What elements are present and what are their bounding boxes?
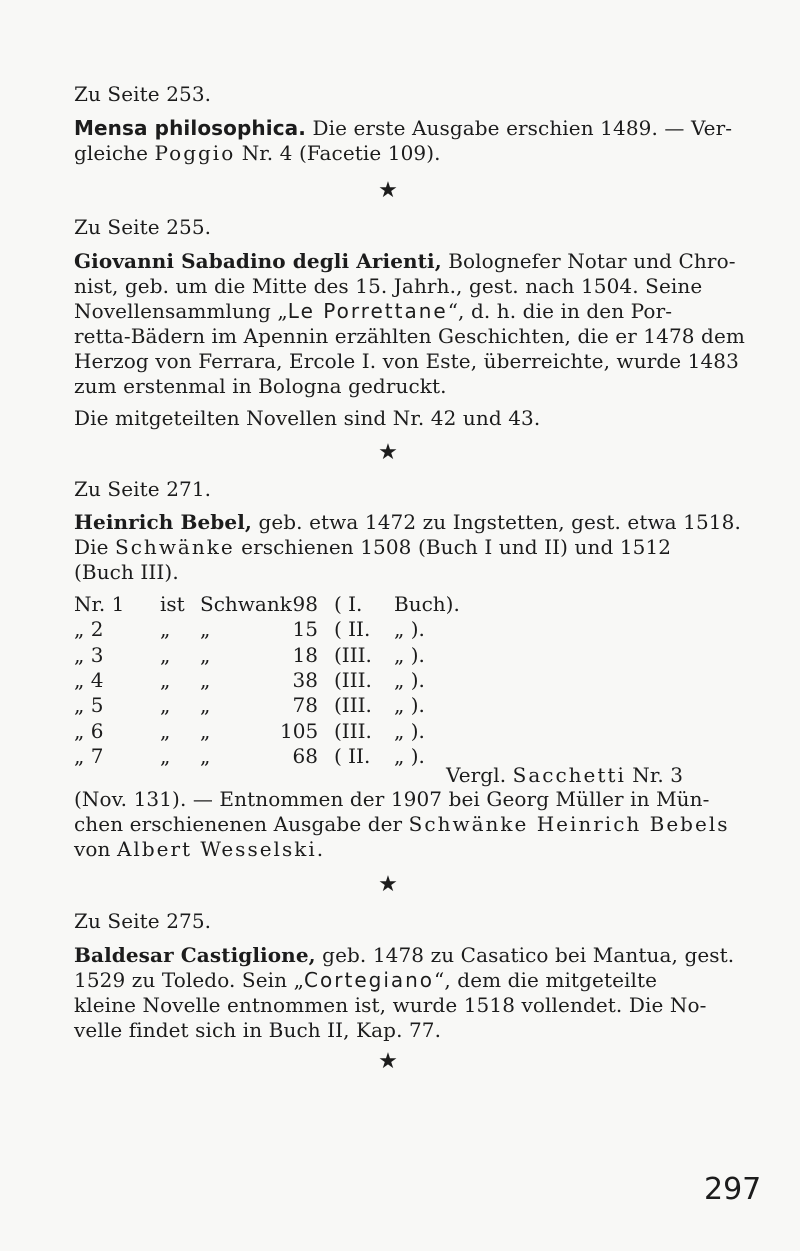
entry-line: retta-Bädern im Apennin erzählten Geschichten, die er 1478 dem	[74, 324, 745, 348]
entry-line: velle findet sich in Buch II, Kap. 77.	[74, 1018, 442, 1042]
section-heading: Zu Seite 255.	[74, 215, 212, 239]
row-schwank: „	[200, 617, 211, 642]
entry-line: Giovanni Sabadino degli Arienti, Bolognefer Notar und Chro-	[74, 249, 736, 273]
author-name: Sacchetti	[512, 763, 626, 787]
row-book: (III.	[334, 667, 372, 692]
row-schwank-number: 68	[292, 743, 318, 768]
row-ist: „	[160, 642, 171, 667]
row-schwank-number: 38	[292, 667, 318, 692]
entry-line: Novellensammlung „Le Porrettane“, d. h. die in den Por-	[74, 299, 673, 323]
row-book: ( II.	[334, 743, 371, 768]
section-heading: Zu Seite 253.	[74, 82, 212, 106]
row-number: Nr. 1	[74, 592, 125, 616]
entry-line: kleine Novelle entnommen ist, wurde 1518 vollendet. Die No-	[74, 993, 707, 1017]
entry-line: Heinrich Bebel, geb. etwa 1472 zu Ingstetten, gest. etwa 1518.	[74, 510, 741, 534]
row-number: „ 5	[74, 693, 104, 718]
row-buch: „ ).	[394, 718, 425, 743]
entry-title: Mensa philosophica.	[74, 116, 306, 140]
row-ist: „	[160, 693, 171, 718]
work-title: Schwänke Heinrich Bebels	[408, 812, 730, 836]
work-title: Cortegiano	[304, 968, 435, 992]
row-number: „ 6	[74, 718, 104, 743]
entry-name: Giovanni Sabadino degli Arienti,	[74, 249, 442, 273]
row-schwank-number: 18	[292, 642, 318, 667]
row-number: „ 2	[74, 617, 104, 642]
entry-line: zum erstenmal in Bologna gedruckt.	[74, 374, 447, 398]
star-separator: ★	[378, 178, 398, 203]
row-buch: „ ).	[394, 642, 425, 667]
entry-name: Heinrich Bebel,	[74, 510, 252, 534]
entry-line: Herzog von Ferrara, Ercole I. von Este, überreichte, wurde 1483	[74, 349, 739, 373]
row-number: „ 3	[74, 642, 104, 667]
row-book: (III.	[334, 642, 372, 667]
entry-line: 1529 zu Toledo. Sein „Cortegiano“, dem die mitgeteilte	[74, 968, 658, 992]
entry-line: Vergl. Sacchetti Nr. 3	[446, 763, 684, 787]
entry-line: chen erschienenen Ausgabe der Schwänke Heinrich Bebels	[74, 812, 730, 836]
row-book: (III.	[334, 693, 372, 718]
star-separator: ★	[378, 440, 398, 465]
entry-line: Baldesar Castiglione, geb. 1478 zu Casatico bei Mantua, gest.	[74, 943, 735, 967]
work-title: Schwänke	[115, 535, 235, 559]
row-ist: „	[160, 718, 171, 743]
row-ist: „	[160, 617, 171, 642]
work-title: Le Porrettane	[287, 299, 448, 323]
row-schwank-number: 15	[292, 617, 318, 642]
row-number: „ 4	[74, 667, 104, 692]
entry-line: (Nov. 131). — Entnommen der 1907 bei Georg Müller in Mün-	[74, 787, 710, 811]
entry-name: Baldesar Castiglione,	[74, 943, 316, 967]
row-ist: „	[160, 667, 171, 692]
page-number: 297	[704, 1172, 762, 1207]
section-heading: Zu Seite 271.	[74, 477, 212, 501]
star-separator: ★	[378, 1049, 398, 1074]
row-buch: „ ).	[394, 617, 425, 642]
author-name: Albert Wesselski	[116, 837, 317, 861]
row-book: ( I.	[334, 592, 363, 616]
row-schwank: „	[200, 667, 211, 692]
row-schwank: Schwank	[200, 592, 292, 616]
row-buch: „ ).	[394, 693, 425, 718]
row-schwank-number: 78	[292, 693, 318, 718]
entry-line: von Albert Wesselski.	[74, 837, 324, 861]
row-schwank-number: 105	[280, 718, 319, 743]
row-ist: „	[160, 743, 171, 768]
row-number: „ 7	[74, 743, 104, 768]
entry-line: Die Schwänke erschienen 1508 (Buch I und II) und 1512	[74, 535, 672, 559]
row-schwank-number: 98	[292, 592, 318, 616]
entry-line: (Buch III).	[74, 560, 179, 584]
row-buch: „ ).	[394, 667, 425, 692]
row-ist: ist	[160, 592, 185, 616]
row-buch: „ ).	[394, 743, 425, 768]
entry-line: nist, geb. um die Mitte des 15. Jahrh., gest. nach 1504. Seine	[74, 274, 703, 298]
row-schwank: „	[200, 743, 211, 768]
row-buch: Buch).	[394, 592, 460, 616]
row-schwank: „	[200, 642, 211, 667]
row-schwank: „	[200, 718, 211, 743]
entry-line: gleiche Poggio Nr. 4 (Facetie 109).	[74, 141, 441, 165]
author-name: Poggio	[154, 141, 236, 165]
entry-line: Die mitgeteilten Novellen sind Nr. 42 und 43.	[74, 406, 541, 430]
star-separator: ★	[378, 872, 398, 897]
entry-line: Mensa philosophica. Die erste Ausgabe erschien 1489. — Ver-	[74, 116, 733, 140]
row-book: ( II.	[334, 617, 371, 642]
section-heading: Zu Seite 275.	[74, 909, 212, 933]
row-book: (III.	[334, 718, 372, 743]
row-schwank: „	[200, 693, 211, 718]
